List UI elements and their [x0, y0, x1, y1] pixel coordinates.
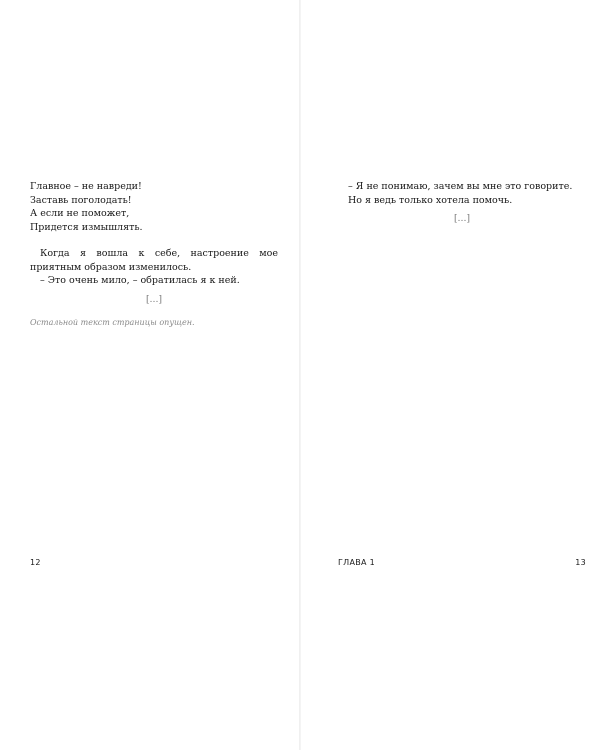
- paragraph: Но я ведь только хотела помочь.: [348, 194, 513, 206]
- right-page-body: [338, 180, 586, 227]
- epigraph-line: Придется измышлять.: [30, 221, 143, 233]
- epigraph-line: А если не поможет,: [30, 208, 130, 219]
- omission-marker: […]: [145, 294, 163, 305]
- paragraph: – Это очень мило, – обратилась я к ней.: [40, 275, 240, 286]
- left-page-body: [30, 180, 278, 328]
- page-number-right: 13: [575, 558, 586, 567]
- page-number-left: 12: [30, 558, 41, 567]
- epigraph-line: Заставь поголодать!: [30, 194, 132, 206]
- omission-marker: […]: [453, 214, 471, 224]
- paragraph: – Я не понимаю, зачем вы мне это говорите.: [348, 181, 573, 192]
- epigraph-line: Главное – не навреди!: [30, 181, 142, 192]
- running-head: ГЛАВА 1: [338, 558, 376, 567]
- paragraph: Когда я вошла к себе, настроение мое приятным образом изменилось.: [30, 248, 278, 273]
- omission-note: Остальной текст страницы опущен.: [30, 318, 195, 327]
- right-page: [300, 0, 600, 750]
- epigraph: [30, 180, 278, 234]
